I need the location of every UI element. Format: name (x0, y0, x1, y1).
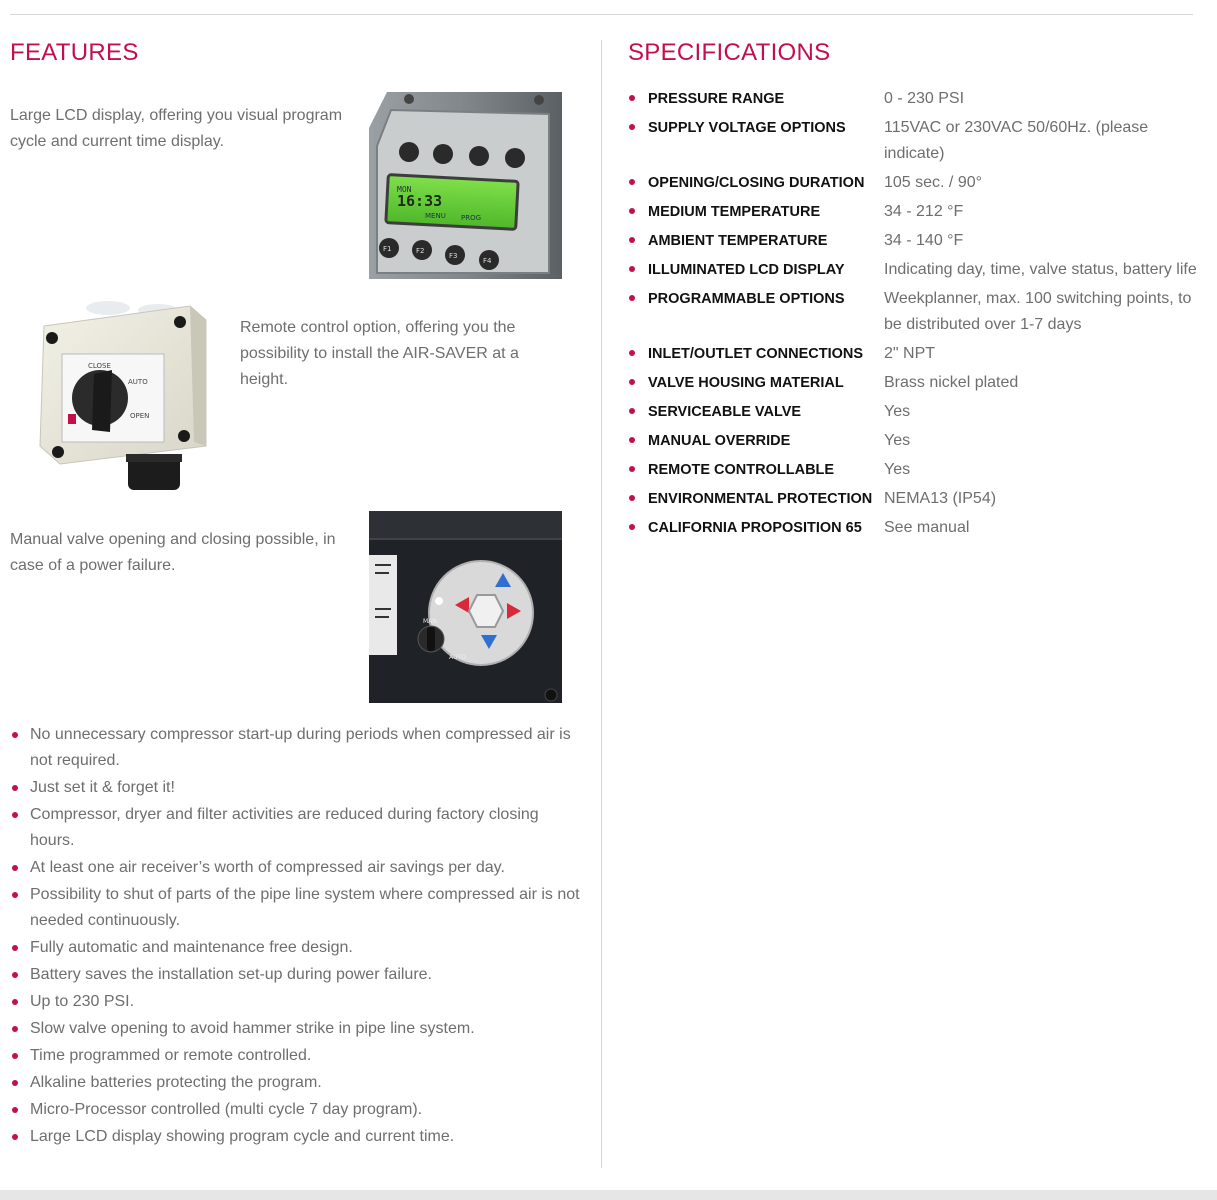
bullet-dot (629, 495, 635, 501)
top-divider (10, 14, 1193, 15)
list-item: Micro-Processor controlled (multi cycle 7 day program). (10, 1097, 580, 1123)
spec-value: See manual (884, 519, 970, 536)
remote-switch-image (30, 296, 208, 491)
features-title: FEATURES (10, 39, 139, 66)
list-item: Battery saves the installation set-up during power failure. (10, 962, 580, 988)
spec-value: Yes (884, 432, 911, 449)
table-row (627, 170, 1206, 199)
spec-value: 0 - 230 PSI (884, 90, 965, 107)
bullet-dot (629, 466, 635, 472)
spec-value: 115VAC or 230VAC 50/60Hz. (please indicate) (884, 119, 1149, 162)
spec-value: Yes (884, 461, 911, 478)
spec-value: Indicating day, time, valve status, battery life (884, 261, 1197, 278)
lcd-prog-text: PROG (461, 214, 482, 222)
spec-label: AMBIENT TEMPERATURE (648, 233, 828, 249)
bullet-dot (629, 295, 635, 301)
table-row (627, 228, 1206, 257)
feature-remote-text: Remote control option, offering you the possibility to install the AIR-SAVER at a height. (240, 319, 519, 388)
spec-label: MEDIUM TEMPERATURE (648, 204, 821, 220)
spec-label: PRESSURE RANGE (648, 91, 785, 107)
bullet-dot (629, 237, 635, 243)
table-row (627, 428, 1206, 457)
spec-value: 34 - 212 °F (884, 203, 964, 220)
table-row (627, 370, 1206, 399)
list-item: Fully automatic and maintenance free design. (10, 935, 580, 961)
bullet-dot (629, 524, 635, 530)
spec-value: Yes (884, 403, 911, 420)
table-row (627, 399, 1206, 428)
switch-auto-label: AUTO (128, 378, 148, 386)
switch-close-label: CLOSE (88, 362, 111, 370)
table-row (627, 341, 1206, 370)
bullet-dot (629, 124, 635, 130)
features-bullet-list (10, 722, 580, 1151)
lcd-key-f3-label: F3 (449, 252, 458, 260)
spec-label: OPENING/CLOSING DURATION (648, 175, 865, 191)
bullet-dot (629, 266, 635, 272)
spec-label: REMOTE CONTROLLABLE (648, 462, 835, 478)
lcd-menu-text: MENU (425, 212, 446, 220)
spec-value: Weekplanner, max. 100 switching points, to be distributed over 1-7 days (884, 290, 1192, 333)
footer-band (0, 1190, 1217, 1200)
specifications-title: SPECIFICATIONS (628, 39, 831, 66)
table-row (627, 515, 1206, 544)
spec-value: 2" NPT (884, 345, 936, 362)
lcd-controller-image (369, 88, 562, 279)
spec-label: SUPPLY VOLTAGE OPTIONS (648, 120, 846, 136)
bullet-dot (629, 350, 635, 356)
feature-lcd-text: Large LCD display, offering you visual program cycle and current time display. (10, 107, 343, 150)
bullet-dot (629, 408, 635, 414)
bullet-dot (629, 437, 635, 443)
lcd-key-f1-label: F1 (383, 245, 392, 253)
spec-label: VALVE HOUSING MATERIAL (648, 375, 844, 391)
spec-label: PROGRAMMABLE OPTIONS (648, 291, 845, 307)
column-divider (601, 40, 602, 1168)
list-item: Time programmed or remote controlled. (10, 1043, 580, 1069)
list-item: Just set it & forget it! (10, 775, 580, 801)
specifications-table (627, 86, 1206, 544)
spec-label: INLET/OUTLET CONNECTIONS (648, 346, 864, 362)
spec-value: Brass nickel plated (884, 374, 1019, 391)
table-row (627, 286, 1206, 341)
table-row (627, 457, 1206, 486)
table-row (627, 486, 1206, 515)
list-item: Possibility to shut of parts of the pipe line system where compressed air is not needed continuously. (10, 882, 580, 934)
spec-label: ILLUMINATED LCD DISPLAY (648, 262, 845, 278)
list-item: At least one air receiver’s worth of compressed air savings per day. (10, 855, 580, 881)
spec-value: 105 sec. / 90° (884, 174, 983, 191)
bullet-dot (629, 95, 635, 101)
bullet-dot (629, 208, 635, 214)
bullet-dot (629, 179, 635, 185)
lcd-key-f4-label: F4 (483, 257, 492, 265)
list-item: No unnecessary compressor start-up during periods when compressed air is not required. (10, 722, 580, 774)
table-row (627, 115, 1206, 170)
spec-value: NEMA13 (IP54) (884, 490, 997, 507)
manual-override-image (369, 511, 562, 703)
manual-man-label: MAN (423, 618, 437, 625)
list-item: Alkaline batteries protecting the program. (10, 1070, 580, 1096)
list-item: Up to 230 PSI. (10, 989, 580, 1015)
spec-label: MANUAL OVERRIDE (648, 433, 791, 449)
lcd-day-text: MON (397, 185, 412, 194)
spec-value: 34 - 140 °F (884, 232, 964, 249)
table-row (627, 199, 1206, 228)
table-row (627, 257, 1206, 286)
bullet-dot (629, 379, 635, 385)
lcd-time-text: 16:33 (397, 192, 443, 210)
spec-label: CALIFORNIA PROPOSITION 65 (648, 520, 862, 536)
lcd-key-f2-label: F2 (416, 247, 425, 255)
feature-manual-text: Manual valve opening and closing possible, in case of a power failure. (10, 531, 336, 574)
list-item: Slow valve opening to avoid hammer strike in pipe line system. (10, 1016, 580, 1042)
spec-label: ENVIRONMENTAL PROTECTION (648, 491, 873, 507)
spec-label: SERVICEABLE VALVE (648, 404, 802, 420)
manual-auto-label: AUTO (449, 654, 466, 661)
table-row (627, 86, 1206, 115)
list-item: Compressor, dryer and filter activities are reduced during factory closing hours. (10, 802, 580, 854)
list-item: Large LCD display showing program cycle and current time. (10, 1124, 580, 1150)
switch-open-label: OPEN (130, 412, 150, 420)
